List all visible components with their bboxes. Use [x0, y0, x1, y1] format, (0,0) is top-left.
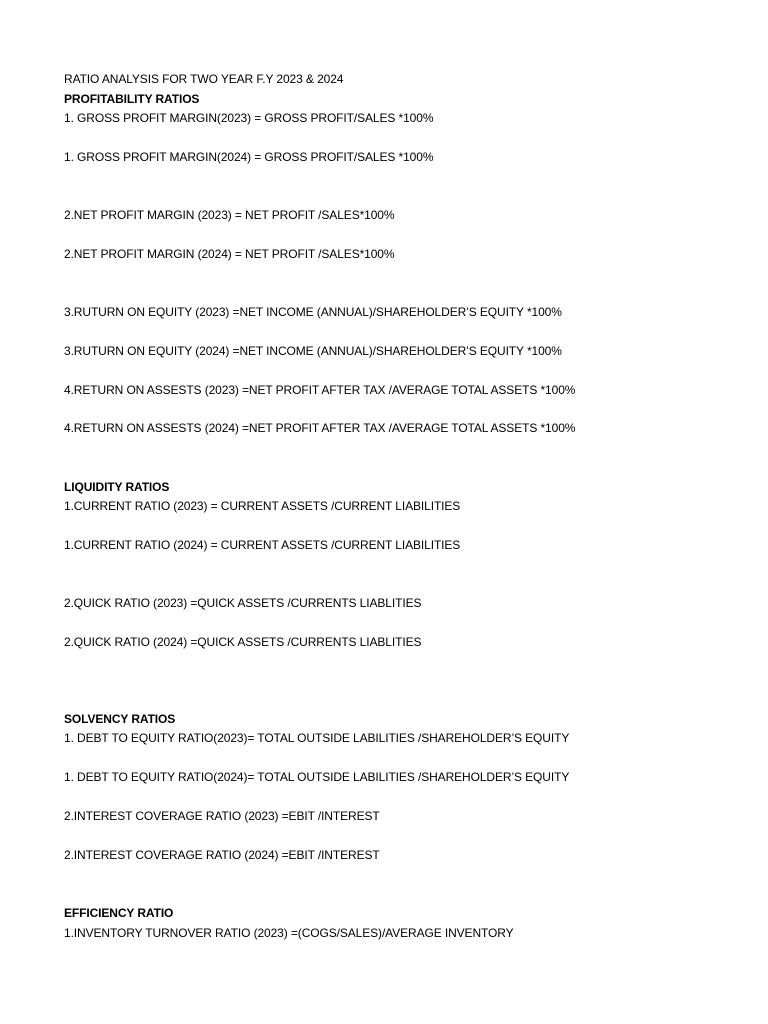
formula-line: 2.INTEREST COVERAGE RATIO (2024) =EBIT /INTEREST — [64, 848, 380, 862]
section-heading-profitability: PROFITABILITY RATIOS — [64, 92, 200, 106]
formula-line: 3.RUTURN ON EQUITY (2024) =NET INCOME (ANNUAL)/SHAREHOLDER’S EQUITY *100% — [64, 344, 562, 358]
section-heading-solvency: SOLVENCY RATIOS — [64, 712, 176, 726]
formula-line: 2.QUICK RATIO (2024) =QUICK ASSETS /CURRENTS LIABLITIES — [64, 635, 422, 649]
formula-line: 2.NET PROFIT MARGIN (2023) = NET PROFIT /SALES*100% — [64, 208, 395, 222]
formula-line: 2.INTEREST COVERAGE RATIO (2023) =EBIT /INTEREST — [64, 809, 380, 823]
formula-line: 2.QUICK RATIO (2023) =QUICK ASSETS /CURRENTS LIABLITIES — [64, 596, 422, 610]
formula-line: 2.NET PROFIT MARGIN (2024) = NET PROFIT /SALES*100% — [64, 247, 395, 261]
formula-line: 1.CURRENT RATIO (2023) = CURRENT ASSETS /CURRENT LIABILITIES — [64, 499, 461, 513]
section-heading-efficiency: EFFICIENCY RATIO — [64, 906, 174, 920]
section-heading-liquidity: LIQUIDITY RATIOS — [64, 480, 170, 494]
formula-line: 1. DEBT TO EQUITY RATIO(2023)= TOTAL OUTSIDE LABILITIES /SHAREHOLDER’S EQUITY — [64, 731, 570, 745]
formula-line: 1.INVENTORY TURNOVER RATIO (2023) =(COGS/SALES)/AVERAGE INVENTORY — [64, 926, 514, 940]
formula-line: 3.RUTURN ON EQUITY (2023) =NET INCOME (ANNUAL)/SHAREHOLDER’S EQUITY *100% — [64, 305, 562, 319]
formula-line: 4.RETURN ON ASSESTS (2023) =NET PROFIT AFTER TAX /AVERAGE TOTAL ASSETS *100% — [64, 383, 576, 397]
formula-line: 1.CURRENT RATIO (2024) = CURRENT ASSETS /CURRENT LIABILITIES — [64, 538, 461, 552]
formula-line: 1. GROSS PROFIT MARGIN(2024) = GROSS PROFIT/SALES *100% — [64, 150, 434, 164]
formula-line: 1. DEBT TO EQUITY RATIO(2024)= TOTAL OUTSIDE LABILITIES /SHAREHOLDER’S EQUITY — [64, 770, 570, 784]
document-title: RATIO ANALYSIS FOR TWO YEAR F.Y 2023 & 2024 — [64, 72, 344, 86]
formula-line: 4.RETURN ON ASSESTS (2024) =NET PROFIT AFTER TAX /AVERAGE TOTAL ASSETS *100% — [64, 421, 576, 435]
formula-line: 1. GROSS PROFIT MARGIN(2023) = GROSS PROFIT/SALES *100% — [64, 111, 434, 125]
